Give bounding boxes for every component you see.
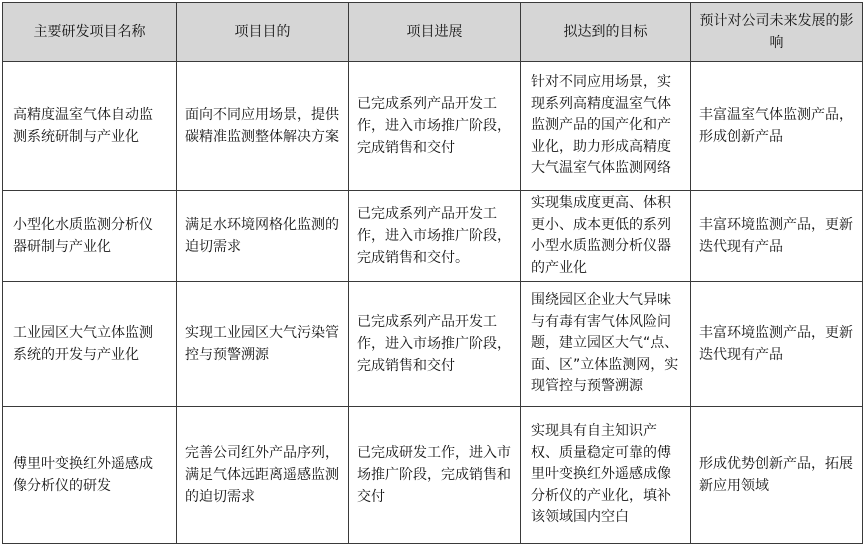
cell-project-progress: 已完成系列产品开发工作，进入市场推广阶段，完成销售和交付。 <box>349 191 521 282</box>
cell-project-purpose: 满足水环境网格化监测的迫切需求 <box>177 191 349 282</box>
cell-project-target: 针对不同应用场景，实现系列高精度温室气体监测产品的国产化和产业化，助力形成高精度大气温室气体监测网络 <box>521 62 691 191</box>
cell-project-progress: 已完成系列产品开发工作，进入市场推广阶段，完成销售和交付 <box>349 62 521 191</box>
cell-project-name: 小型化水质监测分析仪器研制与产业化 <box>3 191 177 282</box>
cell-project-progress: 已完成研发工作，进入市场推广阶段，完成销售和交付 <box>349 407 521 544</box>
table-header-row <box>3 3 863 62</box>
header-project-target: 拟达到的目标 <box>521 3 691 62</box>
cell-project-target: 围绕园区企业大气异味与有毒有害气体风险问题，建立园区大气“点、面、区”立体监测网，实现管控与预警溯源 <box>521 282 691 407</box>
header-project-progress: 项目进展 <box>349 3 521 62</box>
cell-project-impact: 丰富环境监测产品，更新迭代现有产品 <box>691 282 863 407</box>
table-row <box>3 62 863 191</box>
cell-project-purpose: 实现工业园区大气污染管控与预警溯源 <box>177 282 349 407</box>
cell-project-purpose: 完善公司红外产品序列，满足气体远距离遥感监测的迫切需求 <box>177 407 349 544</box>
cell-project-purpose: 面向不同应用场景，提供碳精准监测整体解决方案 <box>177 62 349 191</box>
cell-project-impact: 形成优势创新产品，拓展新应用领域 <box>691 407 863 544</box>
header-project-name: 主要研发项目名称 <box>3 3 177 62</box>
cell-project-name: 高精度温室气体自动监测系统研制与产业化 <box>3 62 177 191</box>
rd-projects-table <box>2 2 863 544</box>
header-project-impact: 预计对公司未来发展的影响 <box>691 3 863 62</box>
cell-project-target: 实现具有自主知识产权、质量稳定可靠的傅里叶变换红外遥感成像分析仪的产业化，填补该领域国内空白 <box>521 407 691 544</box>
cell-project-target: 实现集成度更高、体积更小、成本更低的系列小型水质监测分析仪器的产业化 <box>521 191 691 282</box>
cell-project-progress: 已完成系列产品开发工作，进入市场推广阶段，完成销售和交付 <box>349 282 521 407</box>
cell-project-name: 傅里叶变换红外遥感成像分析仪的研发 <box>3 407 177 544</box>
cell-project-impact: 丰富环境监测产品，更新迭代现有产品 <box>691 191 863 282</box>
cell-project-impact: 丰富温室气体监测产品，形成创新产品 <box>691 62 863 191</box>
table-row <box>3 407 863 544</box>
table-row <box>3 282 863 407</box>
table-row <box>3 191 863 282</box>
header-project-purpose: 项目目的 <box>177 3 349 62</box>
cell-project-name: 工业园区大气立体监测系统的开发与产业化 <box>3 282 177 407</box>
